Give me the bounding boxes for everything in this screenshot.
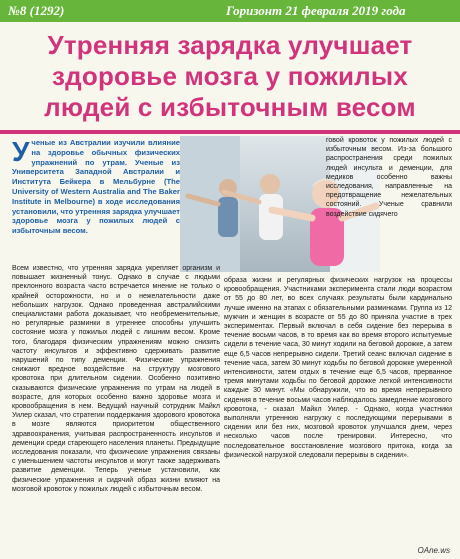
lead-text: ченые из Австралии изучили влияние на здоровье обычных физических упражнений по утрам. Ученые из Университета Западной Австралии и Института Бейкера в Мельбурне (The University of Western Australia and The Baker Institute in Melbourne) в ходе исследования установили, что утренняя зарядка улучшает здоровье мозга у пожилых людей с избыточным весом.: [12, 138, 180, 236]
article-column-left: Всем известно, что утренняя зарядка укрепляет организм и повышает жизненный тонус. Однако в случае с людьми преклонного возраста часто встречается мнение не только о крайней осторожности, но и о нежелательности даже небольших нагрузок. Однако проведенная австралийскими специалистами работа доказывает, что необременительные, но регулярные разминки в утреннее способны улучшить состояние мозга у пожилых людей с лишним весом. Кроме того, благодаря физическим упражнениям можно снизить частоту инсультов и эффективно сдерживать развитие нарушений по типу деменции. Физические упражнения снижают вредное воздействие на структуру мозгового кровотока при длительном сидении. Особенно позитивно сказываются физические упражнения по утрам на людей в возрасте, для которых особенно важно здоровье мозга и кровообращения в нем. Ведущий научный сотрудник Майкл Уилер сказал, что стратегии поддержания здорового кровотока в мозге являются приоритетом общественного здравоохранения, учитывая распространенность инсультов и деменции среди стареющего населения планеты. Предыдущие исследования показали, что физические упражнения связаны с уменьшением частоты инсультов и могут также задерживать развитие деменции. Теперь ученые установили, как физические упражнения и сидячий образ жизни влияют на мозговой кровоток у пожилых людей с избыточным весом.: [12, 265, 220, 493]
headline-divider: [0, 130, 460, 134]
source-credit: OAne.ws: [417, 546, 450, 555]
issue-number: №8 (1292): [8, 3, 65, 18]
drop-cap: У: [12, 138, 30, 167]
paper-date: Горизонт 21 февраля 2019 года: [226, 3, 406, 18]
header-bar: [0, 0, 460, 22]
article-lead: [12, 138, 180, 264]
article-column-right: говой кровоток у пожилых людей с избыточным весом. Из-за большого распространения среди пожилых людей инсульта и деменции, для медиков особенно важны исследования, направленные на предотвращение нежелательных состояний. Ученые сравнили воздействие сидячего: [326, 137, 452, 218]
article-headline: Утренняя зарядка улучшает здоровье мозга у пожилых людей с избыточным весом: [44, 30, 416, 122]
article-column-middle: образа жизни и регулярных физических нагрузок на процессы кровообращения. Участниками эксперимента стали люди возрастом от 55 до 80 лет, во всех случаях результаты были кардинально лучше именно на этапах с обязательными разминками. Группа из 12 мужчин и женщин в возрасте от 55 до 80 приняла участие в трех экспериментах. Первый включал в себя сидение без перерыва в течение восьми часов, в то время как во время второго испытуемые сидели в течение часа, 30 минут ходили на беговой дорожке, а затем еще 6,5 часов непрерывно сидели. Третий сеанс включал сидение в течение часа, затем 30 минут ходьбы по беговой дорожке умеренной интенсивности, затем отдых в течение еще 6,5 часов, прерванное тремя минутами ходьбы по беговой дорожке легкой интенсивности каждые 30 минут. «Мы обнаружили, что во время непрерывного сидения в течение восьми часов наблюдалось замедление мозгового кровотока, - сказал Майкл Уилер. - Однако, когда участники выполняли утреннюю нагрузку с последующими перерывами в сидении или без них, мозговой кровоток улучшался днем, через несколько часов после тренировки. Интересно, что последовательное восстановление мозгового притока, когда за физической нагрузкой следовали перерывы в сидении».: [224, 277, 452, 459]
